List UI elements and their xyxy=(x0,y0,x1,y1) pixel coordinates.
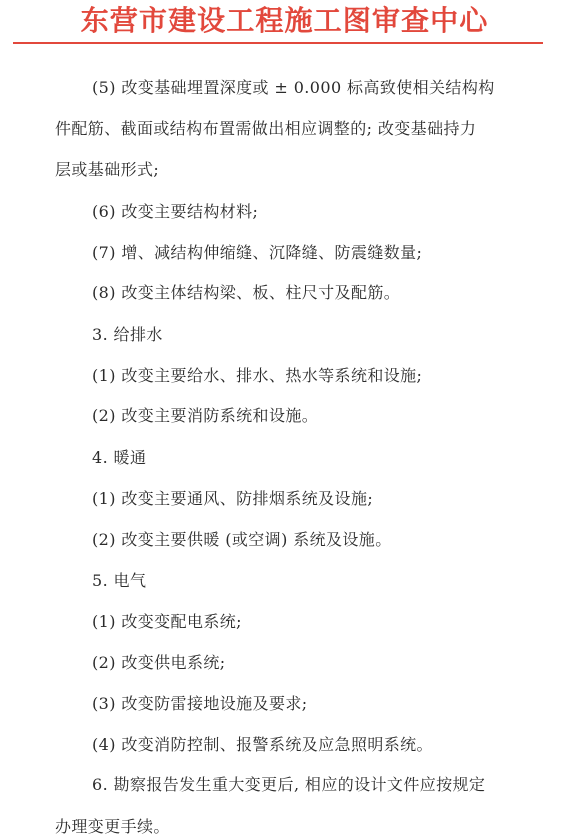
section-heading-plumbing: 3. 给排水 xyxy=(92,325,163,344)
section-heading-electrical: 5. 电气 xyxy=(92,571,147,590)
hvac-clause-2: (2) 改变主要供暖 (或空调) 系统及设施。 xyxy=(92,530,392,549)
electrical-clause-4: (4) 改变消防控制、报警系统及应急照明系统。 xyxy=(92,735,433,754)
electrical-clause-1: (1) 改变变配电系统; xyxy=(92,612,242,631)
letterhead-title: 东营市建设工程施工图审查中心 xyxy=(80,4,489,37)
letterhead xyxy=(0,0,569,48)
letterhead-rule xyxy=(13,42,543,44)
electrical-clause-3: (3) 改变防雷接地设施及要求; xyxy=(92,694,308,713)
clause-7: (7) 增、减结构伸缩缝、沉降缝、防震缝数量; xyxy=(92,243,423,262)
clause-6: (6) 改变主要结构材料; xyxy=(92,202,259,221)
plumbing-clause-2: (2) 改变主要消防系统和设施。 xyxy=(92,406,319,425)
hvac-clause-1: (1) 改变主要通风、防排烟系统及设施; xyxy=(92,489,374,508)
clause-6-survey-line-1: 6. 勘察报告发生重大变更后, 相应的设计文件应按规定 xyxy=(92,775,486,794)
electrical-clause-2: (2) 改变供电系统; xyxy=(92,653,226,672)
clause-8: (8) 改变主体结构梁、板、柱尺寸及配筋。 xyxy=(92,283,401,302)
clause-5-line-2: 件配筋、截面或结构布置需做出相应调整的; 改变基础持力 xyxy=(55,119,477,138)
clause-6-survey-line-2: 办理变更手续。 xyxy=(55,817,170,836)
clause-5-line-3: 层或基础形式; xyxy=(55,160,160,179)
clause-5-line-1: (5) 改变基础埋置深度或 ± 0.000 标高致使相关结构构 xyxy=(92,78,495,97)
plumbing-clause-1: (1) 改变主要给水、排水、热水等系统和设施; xyxy=(92,366,423,385)
section-heading-hvac: 4. 暖通 xyxy=(92,448,147,467)
